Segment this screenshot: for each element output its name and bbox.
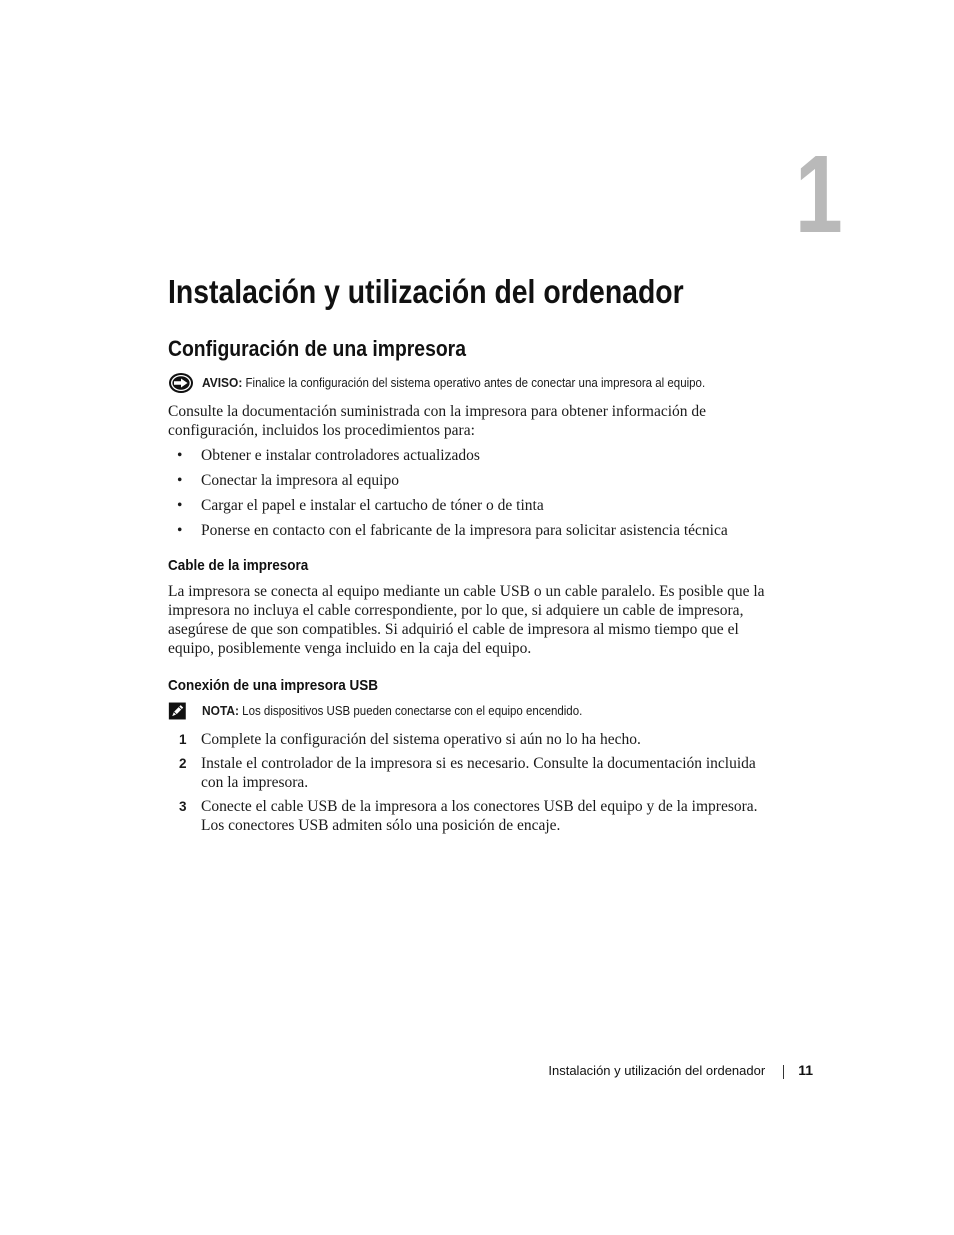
list-item (168, 471, 768, 490)
usb-steps-list (168, 730, 768, 835)
list-item (168, 496, 768, 515)
intro-paragraph: Consulte la documentación suministrada con la impresora para obtener información de configuración, incluidos los procedimientos para: (168, 403, 707, 439)
list-item (168, 446, 768, 465)
notice-arrow-icon (168, 372, 194, 394)
bullet-icon: • (177, 497, 183, 514)
aviso-text (202, 374, 705, 392)
note-pencil-icon (168, 700, 190, 722)
nota-body: Los dispositivos USB pueden conectarse con el equipo encendido. (238, 704, 583, 718)
bullet-icon: • (177, 522, 183, 539)
bullet-icon: • (177, 472, 183, 489)
chapter-title: Instalación y utilización del ordenador (168, 273, 684, 310)
list-item-text: Cargar el papel e instalar el cartucho de tóner o de tinta (201, 497, 544, 514)
aviso-notice (168, 374, 768, 396)
nota-label: NOTA: (202, 703, 239, 718)
step-text: Conecte el cable USB de la impresora a los conectores USB del equipo y de la impresora. Los conectores USB admiten sólo una posición de encaje. (201, 798, 758, 834)
nota-text (202, 702, 582, 720)
page-number: 11 (798, 1062, 813, 1078)
footer-divider (783, 1065, 784, 1079)
list-item-text: Conectar la impresora al equipo (201, 472, 399, 489)
bullet-icon: • (177, 447, 183, 464)
usb-heading: Conexión de una impresora USB (168, 677, 379, 694)
section-heading: Configuración de una impresora (168, 336, 466, 361)
step-text: Complete la configuración del sistema operativo si aún no lo ha hecho. (201, 731, 641, 748)
step-number: 2 (179, 756, 187, 771)
page-content (168, 270, 768, 840)
step-number: 1 (179, 732, 187, 747)
footer-title: Instalación y utilización del ordenador (548, 1063, 766, 1078)
list-item (168, 521, 768, 540)
aviso-body: Finalice la configuración del sistema operativo antes de conectar una impresora al equipo. (242, 376, 706, 390)
cable-paragraph: La impresora se conecta al equipo mediante un cable USB o un cable paralelo. Es posible que la impresora no incluya el cable correspondiente, por lo que, si adquiere un cable de impresora, asegúrese de que son compatibles. Si adquirió el cable de impresora al mismo tiempo que el equipo, posiblemente venga incluido en la caja del equipo. (168, 583, 765, 657)
step-text: Instale el controlador de la impresora si es necesario. Consulte la documentación incluida con la impresora. (201, 755, 756, 791)
nota-notice (168, 702, 768, 724)
step-number: 3 (179, 799, 187, 814)
aviso-label: AVISO: (202, 375, 243, 390)
page-footer (548, 1060, 813, 1081)
list-item (168, 730, 768, 749)
cable-heading: Cable de la impresora (168, 557, 309, 574)
list-item (168, 754, 768, 792)
list-item-text: Ponerse en contacto con el fabricante de la impresora para solicitar asistencia técnica (201, 522, 728, 539)
list-item-text: Obtener e instalar controladores actualizados (201, 447, 480, 464)
procedures-list (168, 446, 768, 540)
list-item (168, 797, 768, 835)
chapter-number: 1 (795, 133, 840, 256)
